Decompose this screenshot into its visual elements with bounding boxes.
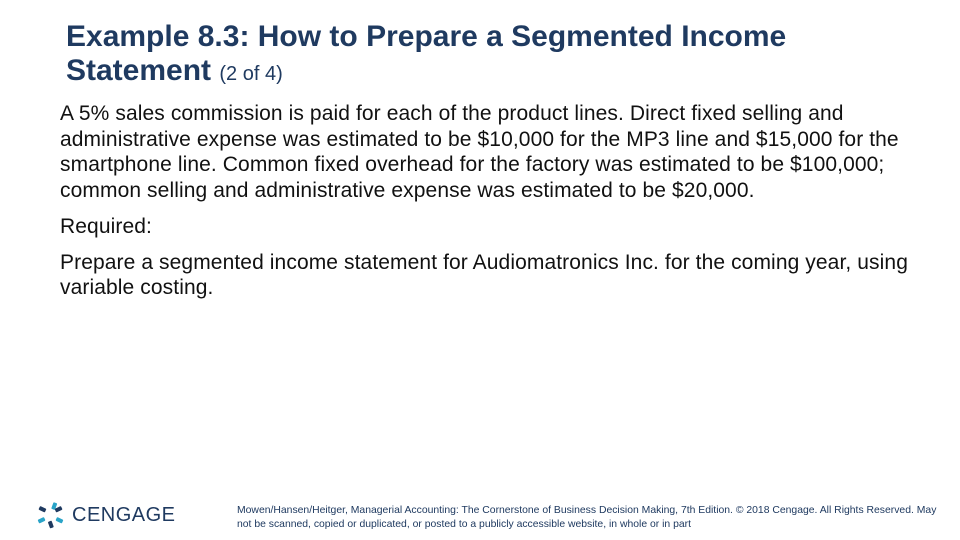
slide-title	[66, 20, 926, 91]
title-subtitle: (2 of 4)	[219, 63, 283, 85]
body-paragraph: Required:	[60, 214, 152, 238]
body-paragraph: A 5% sales commission is paid for each of the product lines. Direct fixed selling and administrative expense was estimated to be $10,000 for the MP3 line and $15,000 for the smartphone line. Common fixed overhead for the factory was estimated to be $100,000; common selling and administrative expense was estimated to be $20,000.	[60, 102, 899, 202]
body-paragraph: Prepare a segmented income statement for Audiomatronics Inc. for the coming year, using variable costing.	[60, 250, 908, 299]
cengage-mark-icon	[36, 500, 66, 530]
logo-wordmark: CENGAGE	[72, 503, 176, 526]
slide-body	[60, 101, 910, 311]
copyright-footer: Mowen/Hansen/Heitger, Managerial Accounting: The Cornerstone of Business Decision Making, 7th Edition. © 2018 Cengage. All Rights Reserved. May not be scanned, copied or duplicated, or posted to a publicly accessible website, in whole or in part	[237, 505, 937, 530]
title-main: Example 8.3: How to Prepare a Segmented Income Statement	[66, 20, 787, 87]
cengage-logo	[36, 498, 176, 532]
